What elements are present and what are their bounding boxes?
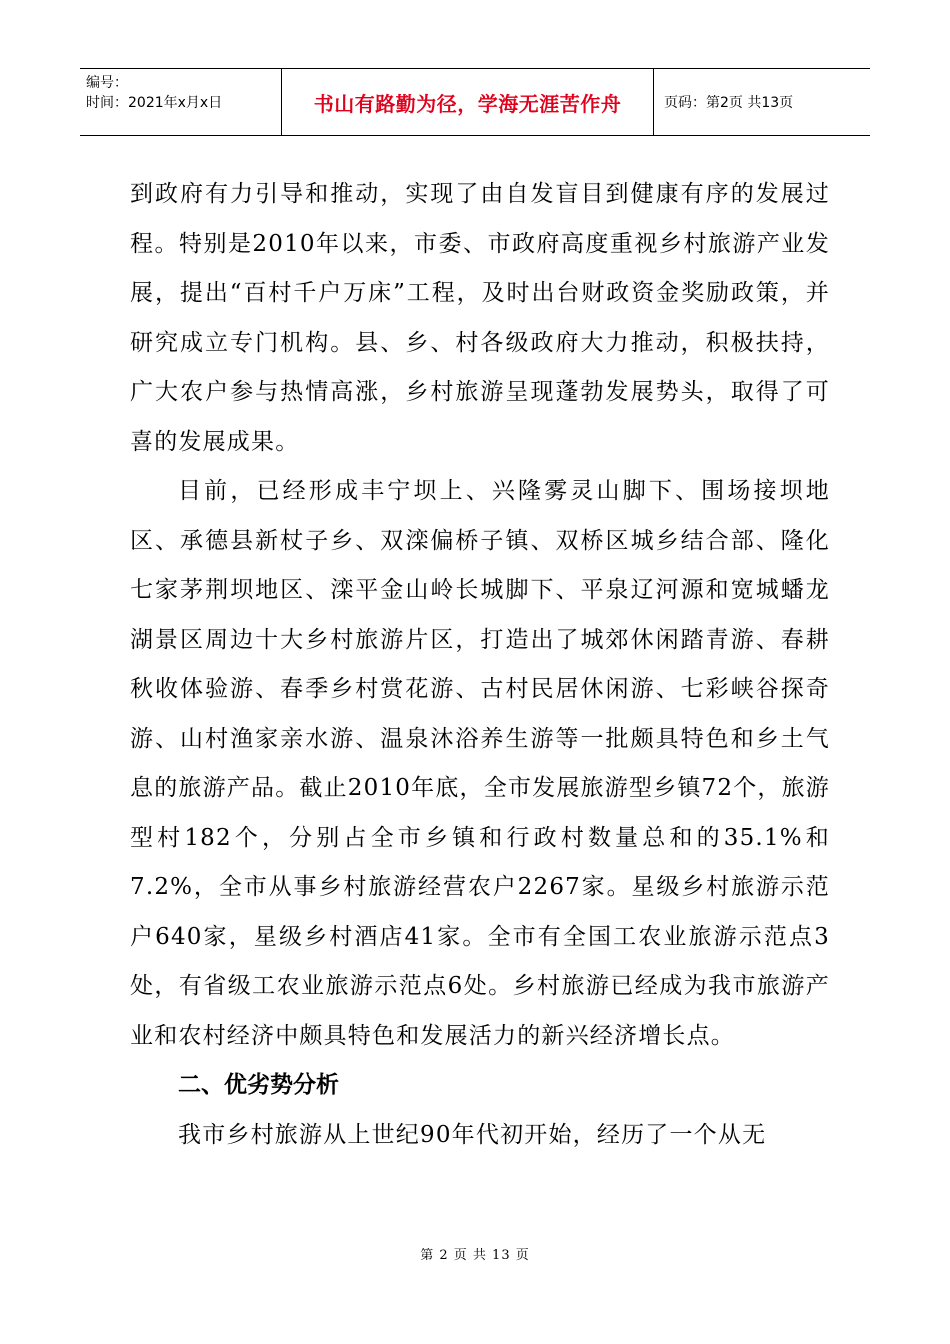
header-number-label: 编号： <box>86 75 128 91</box>
paragraph-1: 到政府有力引导和推动，实现了由自发盲目到健康有序的发展过程。特别是2010年以来，市委、市政府高度重视乡村旅游产业发展，提出“百村千户万床”工程，及时出台财政资金奖励政策，并研究成立专门机构。县、乡、村各级政府大力推动，积极扶持，广大农户参与热情高涨，乡村旅游呈现蓬勃发展势头，取得了可喜的发展成果。 <box>130 181 830 455</box>
header-date-label: 时间：2021年x月x日 <box>86 95 223 111</box>
header-page-info: 页码：第2页 共13页 <box>664 95 794 111</box>
page-header <box>80 68 870 136</box>
document-body <box>130 170 830 1160</box>
header-motto: 书山有路勤为径，学海无涯苦作舟 <box>282 69 654 135</box>
header-meta <box>80 69 282 135</box>
paragraph-2: 目前，已经形成丰宁坝上、兴隆雾灵山脚下、围场接坝地区、承德县新杖子乡、双滦偏桥子镇、双桥区城乡结合部、隆化七家茅荆坝地区、滦平金山岭长城脚下、平泉辽河源和宽城蟠龙湖景区周边十大乡村旅游片区，打造出了城郊休闲踏青游、春耕秋收体验游、春季乡村赏花游、古村民居休闲游、七彩峡谷探奇游、山村渔家亲水游、温泉沐浴养生游等一批颇具特色和乡土气息的旅游产品。截止2010年底，全市发展旅游型乡镇72个，旅游型村182个，分别占全市乡镇和行政村数量总和的35.1%和7.2%，全市从事乡村旅游经营农户2267家。星级乡村旅游示范户640家，星级乡村酒店41家。全市有全国工农业旅游示范点3处，有省级工农业旅游示范点6处。乡村旅游已经成为我市旅游产业和农村经济中颇具特色和发展活力的新兴经济增长点。 <box>130 478 830 1049</box>
paragraph-3: 我市乡村旅游从上世纪90年代初开始，经历了一个从无 <box>178 1121 767 1148</box>
page-footer: 第 2 页 共 13 页 <box>420 1248 530 1263</box>
section-heading: 二、优劣势分析 <box>178 1072 339 1098</box>
